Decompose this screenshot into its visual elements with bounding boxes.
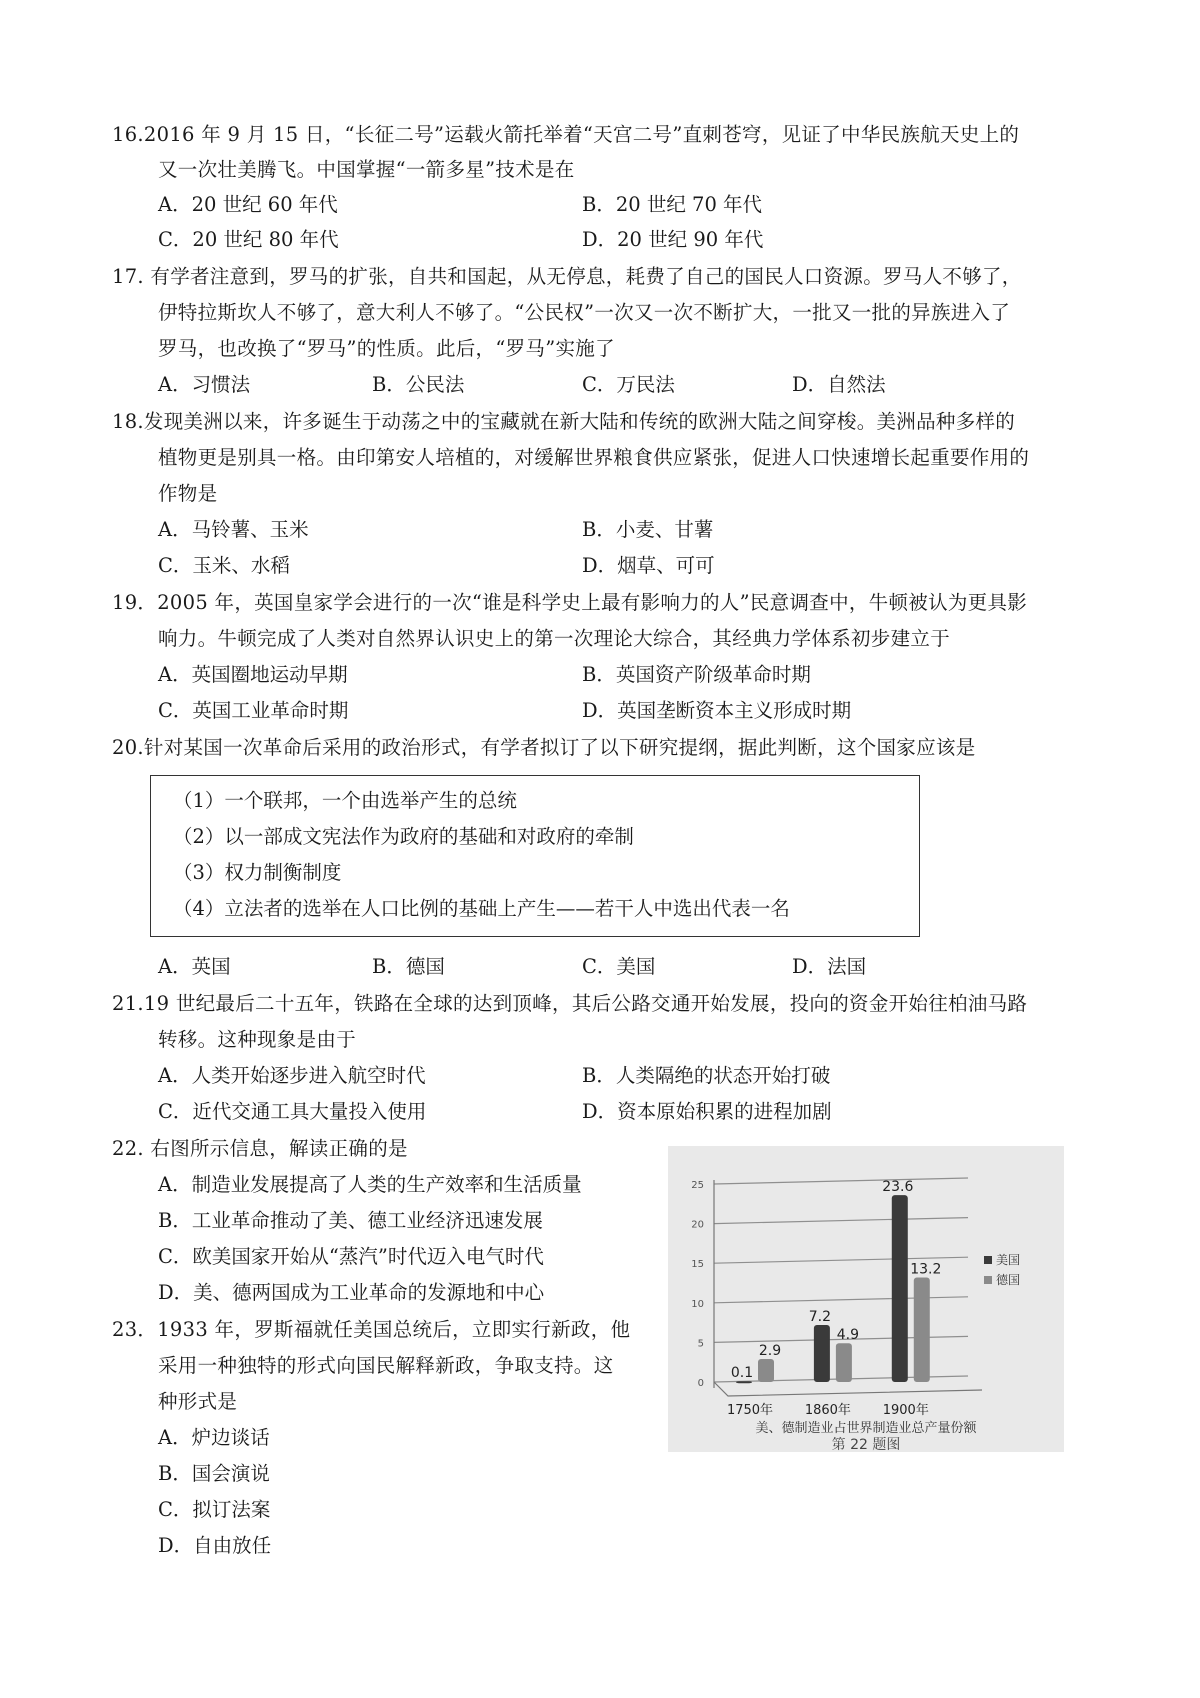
q16-option-c: C．20 世纪 80 年代 <box>158 228 339 251</box>
q23-stem-line2: 采用一种独特的形式向国民解释新政，争取支持。这 <box>158 1354 614 1377</box>
q18-option-a: A．马铃薯、玉米 <box>158 518 309 541</box>
q20-stem-line1: 20.针对某国一次革命后采用的政治形式，有学者拟订了以下研究提纲，据此判断，这个国家应该是 <box>112 736 976 759</box>
q17-option-b: B．公民法 <box>372 373 465 396</box>
q19-stem-line2: 响力。牛顿完成了人类对自然界认识史上的第一次理论大综合，其经典力学体系初步建立于 <box>158 627 951 650</box>
q18-option-d: D．烟草、可可 <box>582 554 715 577</box>
q19-option-c: C．英国工业革命时期 <box>158 699 349 722</box>
q23-option-d: D．自由放任 <box>158 1534 272 1557</box>
q17-stem-line3: 罗马，也改换了“罗马”的性质。此后，“罗马”实施了 <box>158 337 615 360</box>
chart-legend-swatch <box>984 1276 992 1284</box>
chart-bar <box>758 1359 774 1382</box>
chart-title: 美、德制造业占世界制造业总产量份额 <box>755 1421 977 1436</box>
q23-stem-line1: 23．1933 年，罗斯福就任美国总统后，立即实行新政，他 <box>112 1318 631 1341</box>
chart-y-tick-label: 0 <box>697 1378 704 1389</box>
q20-outline-item-2: （2）以一部成文宪法作为政府的基础和对政府的牵制 <box>173 825 634 848</box>
q20-outline-item-4: （4）立法者的选举在人口比例的基础上产生——若干人中选出代表一名 <box>173 897 790 920</box>
q19-option-b: B．英国资产阶级革命时期 <box>582 663 811 686</box>
q20-option-a: A．英国 <box>158 955 231 978</box>
chart-x-tick-label: 1750年 <box>726 1403 774 1418</box>
chart-y-tick-label: 20 <box>691 1219 704 1231</box>
chart-legend-label: 美国 <box>996 1253 1021 1267</box>
chart-data-label: 7.2 <box>808 1308 832 1325</box>
q21-option-a: A．人类开始逐步进入航空时代 <box>158 1064 426 1087</box>
q17-option-d: D．自然法 <box>792 373 886 396</box>
q17-option-c: C．万民法 <box>582 373 675 396</box>
q16-option-d: D．20 世纪 90 年代 <box>582 228 764 251</box>
chart-data-label: 2.9 <box>758 1343 782 1360</box>
q20-option-c: C．美国 <box>582 955 656 978</box>
chart-gridline <box>714 1178 968 1184</box>
q20-outline-box <box>150 775 920 937</box>
q17-stem-line2: 伊特拉斯坎人不够了，意大利人不够了。“公民权”一次又一次不断扩大，一批又一批的异族进入了 <box>158 301 1011 324</box>
q19-stem-line1: 19．2005 年，英国皇家学会进行的一次“谁是科学史上最有影响力的人”民意调查中，牛顿被认为更具影 <box>112 591 1028 614</box>
chart-legend-swatch <box>984 1256 992 1264</box>
q23-option-a: A．炉边谈话 <box>158 1426 270 1449</box>
q20-outline-item-3: （3）权力制衡制度 <box>173 861 342 884</box>
q22-option-a: A．制造业发展提高了人类的生产效率和生活质量 <box>158 1173 582 1196</box>
q22-option-d: D．美、德两国成为工业革命的发源地和中心 <box>158 1281 545 1304</box>
q18-option-c: C．玉米、水稻 <box>158 554 290 577</box>
q21-stem-line2: 转移。这种现象是由于 <box>158 1028 357 1051</box>
chart-canvas <box>668 1146 1064 1452</box>
chart-data-label: 0.1 <box>730 1365 754 1382</box>
chart-gridline <box>714 1297 968 1303</box>
q19-option-d: D．英国垄断资本主义形成时期 <box>582 699 852 722</box>
chart-y-tick-label: 15 <box>691 1259 704 1271</box>
q17-stem-line1: 17. 有学者注意到，罗马的扩张，自共和国起，从无停息，耗费了自己的国民人口资源。罗马人不够了， <box>112 265 1022 288</box>
q22-option-c: C．欧美国家开始从“蒸汽”时代迈入电气时代 <box>158 1245 544 1268</box>
chart-y-tick-label: 25 <box>691 1180 704 1191</box>
chart-data-label: 4.9 <box>836 1327 860 1344</box>
q19-option-a: A．英国圈地运动早期 <box>158 663 348 686</box>
q21-stem-line1: 21.19 世纪最后二十五年，铁路在全球的达到顶峰，其后公路交通开始发展，投向的资金开始往柏油马路 <box>112 992 1028 1015</box>
chart-data-label: 13.2 <box>910 1261 942 1278</box>
q18-stem-line1: 18.发现美洲以来，许多诞生于动荡之中的宝藏就在新大陆和传统的欧洲大陆之间穿梭。美洲品种多样的 <box>112 410 1016 433</box>
q20-option-b: B．德国 <box>372 955 445 978</box>
q16-stem-line2: 又一次壮美腾飞。中国掌握“一箭多星”技术是在 <box>158 158 575 181</box>
q22-stem-line1: 22. 右图所示信息，解读正确的是 <box>112 1137 408 1160</box>
q21-option-d: D．资本原始积累的进程加剧 <box>582 1100 832 1123</box>
q16-stem-line1: 16.2016 年 9 月 15 日，“长征二号”运载火箭托举着“天宫二号”直刺苍穹，见证了中华民族航天史上的 <box>112 123 1020 146</box>
chart-bar <box>836 1343 852 1382</box>
q21-option-c: C．近代交通工具大量投入使用 <box>158 1100 427 1123</box>
chart-bar <box>814 1325 830 1382</box>
chart-bar <box>914 1277 930 1382</box>
q23-option-b: B．国会演说 <box>158 1462 270 1485</box>
q18-option-b: B．小麦、甘薯 <box>582 518 714 541</box>
chart-x-tick-label: 1860年 <box>804 1403 851 1418</box>
q18-stem-line3: 作物是 <box>158 482 218 505</box>
q23-stem-line3: 种形式是 <box>158 1390 238 1413</box>
chart-y-tick-label: 5 <box>697 1338 704 1350</box>
chart-gridline <box>714 1218 968 1224</box>
chart-bar <box>736 1381 752 1383</box>
chart-bar <box>892 1195 908 1382</box>
chart-x-tick-label: 1900年 <box>882 1403 929 1418</box>
q18-stem-line2: 植物更是别具一格。由印第安人培植的，对缓解世界粮食供应紧张，促进人口快速增长起重要作用的 <box>158 446 1030 469</box>
q21-option-b: B．人类隔绝的状态开始打破 <box>582 1064 831 1087</box>
chart-data-label: 23.6 <box>882 1179 914 1196</box>
chart-legend-label: 德国 <box>996 1273 1021 1287</box>
q20-option-d: D．法国 <box>792 955 867 978</box>
q16-option-a: A．20 世纪 60 年代 <box>158 193 338 216</box>
q16-option-b: B．20 世纪 70 年代 <box>582 193 763 216</box>
q17-option-a: A．习惯法 <box>158 373 251 396</box>
chart-x-axis <box>714 1382 982 1396</box>
q20-outline-item-1: （1）一个联邦，一个由选举产生的总统 <box>173 789 517 812</box>
chart-caption: 第 22 题图 <box>831 1437 901 1452</box>
chart-y-tick-label: 10 <box>691 1298 704 1310</box>
q22-bar-chart <box>668 1146 1064 1452</box>
q22-option-b: B．工业革命推动了美、德工业经济迅速发展 <box>158 1209 543 1232</box>
q23-option-c: C．拟订法案 <box>158 1498 271 1521</box>
